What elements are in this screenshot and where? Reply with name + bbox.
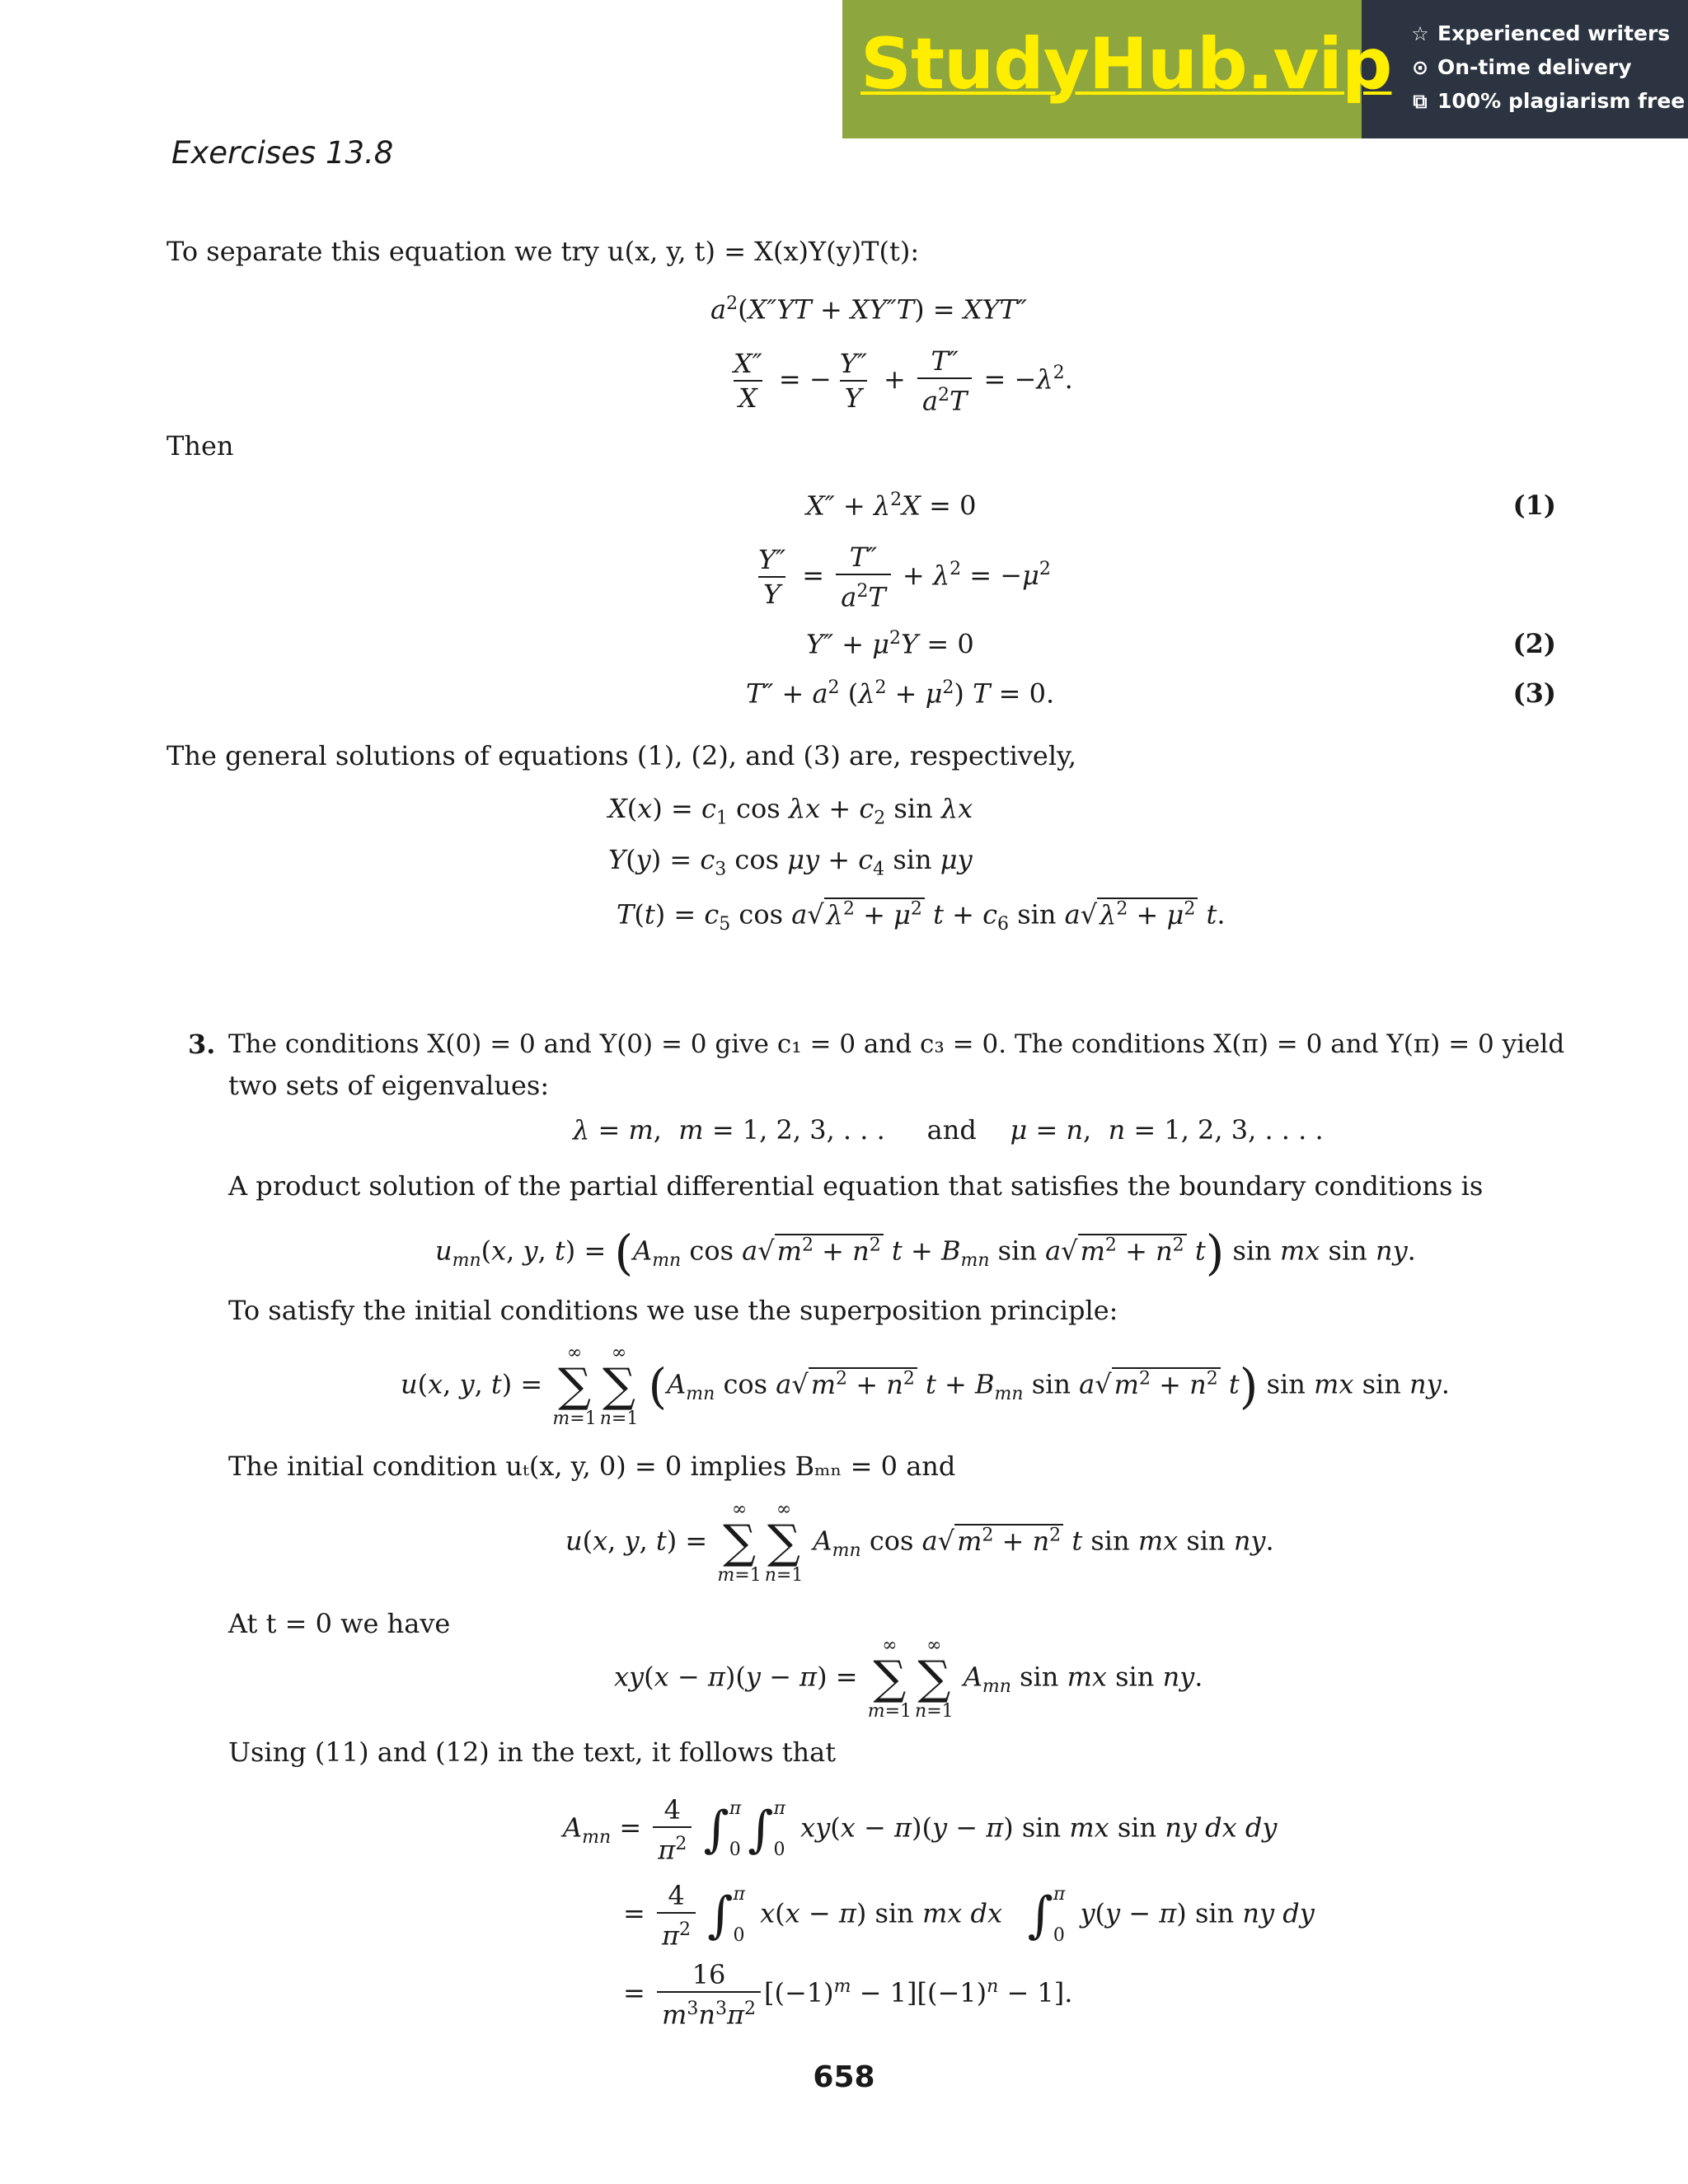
at-t0-text: At t = 0 we have [228,1608,451,1639]
general-solutions-text: The general solutions of equations (1), (2), and (3) are, respectively, [166,740,1077,771]
equation-separated: $a^2(X''YT + XY''T) = XYT''$ [710,293,1027,326]
equation-1: $X'' + \lambda^2X = 0$ [806,490,977,522]
page-number: 658 [813,2060,875,2094]
coefficient-integral-1: $A_{mn}$ = $\frac{4}{\pi^2}$ ∫ π 0 ∫ π 0 xy(x − π)(y − π) sin mx sin ny dx dy [563,1793,1278,1866]
superposition-equation: u(x, y, t) = ∞ ∑ m=1 ∞ ∑ n=1 ($A_{mn}$ $\cos a√m^2 + n^2$ $t + B_{mn}$ $\sin a√m^2 + n^2$ t) sin mx sin ny. [401,1343,1450,1429]
banner-logo-panel[interactable] [842,0,1392,138]
solution-t: $T(t) = c_5$ $\cos a√\lambda^2 + \mu^2$ $t + c_6$ $\sin a√\lambda^2 + \mu^2$ t. [617,898,1226,935]
equation-number-2: (2) [1512,628,1556,659]
then-text: Then [166,430,234,462]
banner-feature-label: On-time delivery [1437,55,1632,79]
equation-number-1: (1) [1512,490,1556,521]
coefficient-integral-2: = $\frac{4}{\pi^2}$ ∫ π 0 x(x − π) sin mx dx ∫ π 0 y(y − π) sin ny dy [623,1879,1315,1952]
copy-check-icon: ⧉ [1413,89,1428,113]
banner-feature-writers [1409,21,1670,45]
eigen-and-text: and [926,1114,977,1146]
page-title: Exercises 13.8 [171,135,394,171]
intro-separate-text: To separate this equation we try u(x, y, t) = X(x)Y(y)T(t): [166,236,920,267]
studyhub-logo[interactable]: StudyHub.vip [860,23,1392,105]
banner-feature-plagiarism [1409,89,1685,113]
clock-icon: ⊙ [1411,55,1429,79]
equation-y-ratio: $\frac{Y''}{Y}$ = $\frac{T''}{a^2T}$ + $\lambda^2 = -\mu^2$ [758,541,1051,613]
banner-feature-delivery [1409,55,1632,79]
using-text: Using (11) and (12) in the text, it follows that [228,1736,837,1768]
superposition-text: To satisfy the initial conditions we use the superposition principle: [228,1295,1118,1326]
initial-condition-text: The initial condition uₜ(x, y, 0) = 0 implies Bₘₙ = 0 and [228,1451,956,1482]
equation-number-3: (3) [1512,677,1556,709]
equation-2: $Y'' + \mu^2Y = 0$ [806,628,974,660]
problem-number: 3. [188,1029,216,1060]
initial-series-equation: xy(x − π)(y − π) = ∞ ∑ m=1 ∞ ∑ n=1 $A_{mn}$ sin mx sin ny. [614,1635,1203,1722]
problem-line-1: The conditions X(0) = 0 and Y(0) = 0 give c₁ = 0 and c₃ = 0. The conditions X(π) = 0 and Y(π) = 0 yield [228,1029,1565,1059]
reduced-series-equation: u(x, y, t) = ∞ ∑ m=1 ∞ ∑ n=1 $A_{mn}$ $\cos a√m^2 + n^2$ t sin mx sin ny. [565,1499,1274,1586]
problem-line-2: two sets of eigenvalues: [228,1070,550,1101]
eigenvalues-equation: λ = m, m = 1, 2, 3, . . . and μ = n, n = 1, 2, 3, . . . . [573,1114,1324,1146]
star-outline-icon: ☆ [1411,21,1429,45]
product-solution-equation: $u_{mn}(x$, y, $t) = (A_{mn}$ $\cos a√m^2 + n^2$ $t + B_{mn}$ $\sin a√m^2 + n^2$ t) sin mx sin ny. [435,1225,1416,1281]
equation-ratio: $\frac{X''}{X}$ = − $\frac{Y''}{Y}$ + $\frac{T''}{a^2T}$ = $-\lambda^2$. [734,345,1073,417]
solution-y: $Y(y) = c_3$ $\cos \mu y + c_4$ sin μy [608,844,973,880]
equation-3: $T'' + a^2$ $(\lambda^2 + \mu^2) T = 0$. [746,677,1055,710]
solution-x: $X(x) = c_1$ $\cos \lambda x + c_2$ sin λx [608,793,973,829]
banner-feature-label: Experienced writers [1437,21,1671,45]
product-solution-text: A product solution of the partial differential equation that satisfies the boundary conditions is [228,1170,1484,1202]
coefficient-result: = $\frac{16}{m^3n^3\pi^2}$ $[(-1)^m - 1][(-1)^n - 1]$. [623,1959,1073,2031]
banner-feature-label: 100% plagiarism free [1437,89,1686,113]
